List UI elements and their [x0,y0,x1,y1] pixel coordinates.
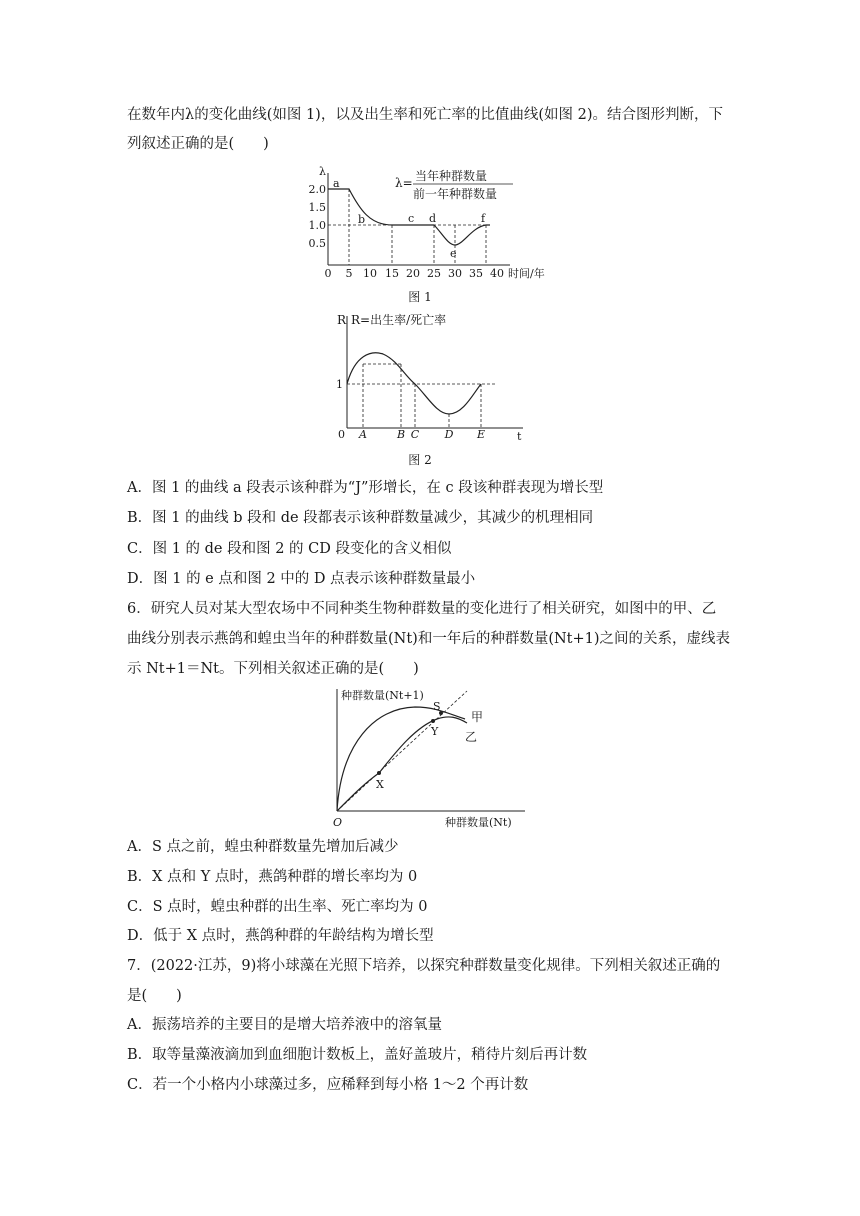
fig3-origin: O [333,816,343,829]
fig2-ytick: 1 [336,378,343,391]
figure-1-lambda-chart [300,165,570,280]
fig2-y-axis-label: R [337,313,347,327]
q6-stem-line3: 示 Nt+1＝Nt。下列相关叙述正确的是( ) [127,661,419,677]
q5-option-a: A．图 1 的曲线 a 段表示该种群为“J”形增长，在 c 段该种群表现为增长型 [127,480,604,496]
q6-stem-line2: 曲线分别表示燕鸽和蝗虫当年的种群数量(Nt)和一年后的种群数量(Nt+1)之间的关系，虚线表 [127,631,731,647]
fig1-xtick: 40 [490,267,504,280]
fig3-point-x: X [376,778,384,791]
fig1-formula-denominator: 前一年种群数量 [413,187,498,201]
fig2-origin: 0 [338,428,345,441]
fig1-ytick: 1.5 [308,201,326,214]
fig1-xtick: 30 [448,267,462,280]
fig3-curve-yi-label: 乙 [465,730,478,744]
question-intro-line1: 在数年内λ的变化曲线(如图 1)，以及出生率和死亡率的比值曲线(如图 2)。结合图形判断，下 [127,107,723,123]
q7-option-b: B．取等量藻液滴加到血细胞计数板上，盖好盖玻片，稍待片刻后再计数 [127,1047,588,1063]
q5-option-d: D．图 1 的 e 点和图 2 中的 D 点表示该种群数量最小 [127,571,476,587]
q7-stem-line2: 是( ) [127,988,182,1004]
fig1-x-axis-label: 时间/年 [508,267,545,280]
fig3-curve-jia-label: 甲 [471,710,484,724]
fig3-x-axis-label: 种群数量(Nt) [445,816,512,829]
fig1-ytick: 1.0 [308,219,326,232]
fig1-xtick: 20 [406,267,420,280]
q5-option-b: B．图 1 的曲线 b 段和 de 段都表示该种群数量减少，其减少的机理相同 [127,510,594,526]
fig1-point-c: c [408,212,415,225]
fig1-point-d: d [429,212,437,225]
figure-2-ratio-chart [325,310,535,445]
q6-option-d: D．低于 X 点时，燕鸽种群的年龄结构为增长型 [127,928,434,944]
fig1-xtick: 5 [345,267,353,280]
fig3-point-s: S [433,700,441,713]
fig2-formula: R=出生率/死亡率 [351,313,447,327]
fig1-formula-numerator: 当年种群数量 [415,169,488,183]
q6-option-c: C．S 点时，蝗虫种群的出生率、死亡率均为 0 [127,899,428,915]
question-intro-line2: 列叙述正确的是( ) [127,136,269,152]
figure-1-caption: 图 1 [408,290,432,304]
fig3-point-y: Y [431,725,439,738]
fig1-y-axis-label: λ [319,165,326,178]
q6-option-a: A．S 点之前，蝗虫种群数量先增加后减少 [127,839,399,855]
fig2-xtick-C: C [410,428,420,441]
fig2-x-axis-label: t [517,430,522,443]
fig1-point-e: e [450,247,457,260]
figure-3-population-chart [325,683,530,833]
q7-stem-line1: 7．(2022·江苏，9)将小球藻在光照下培养，以探究种群数量变化规律。下列相关叙述正确的 [127,958,721,974]
fig1-formula-lhs: λ= [395,176,413,190]
fig1-xtick: 0 [324,267,332,280]
q6-option-b: B．X 点和 Y 点时，燕鸽种群的增长率均为 0 [127,869,418,885]
q6-stem-line1: 6．研究人员对某大型农场中不同种类生物种群数量的变化进行了相关研究，如图中的甲、乙 [127,601,717,617]
figure-2-caption: 图 2 [408,453,432,467]
q7-option-c: C．若一个小格内小球藻过多，应稀释到每小格 1～2 个再计数 [127,1077,529,1093]
fig1-point-b: b [358,213,366,226]
fig1-xtick: 35 [469,267,483,280]
fig3-y-axis-label: 种群数量(Nt+1) [341,689,424,702]
fig1-xtick: 15 [385,267,399,280]
fig1-xtick: 10 [363,267,377,280]
fig1-ytick: 0.5 [308,237,326,250]
fig2-xtick-A: A [359,428,367,441]
fig1-ytick: 2.0 [308,183,326,196]
fig2-xtick-B: B [396,428,406,441]
fig1-point-a: a [333,177,340,190]
q7-option-a: A．振荡培养的主要目的是增大培养液中的溶氧量 [127,1017,442,1033]
fig2-xtick-D: D [444,428,454,441]
fig1-xtick: 25 [427,267,441,280]
fig1-point-f: f [481,212,486,225]
fig2-xtick-E: E [476,428,486,441]
q5-option-c: C．图 1 的 de 段和图 2 的 CD 段变化的含义相似 [127,541,452,557]
